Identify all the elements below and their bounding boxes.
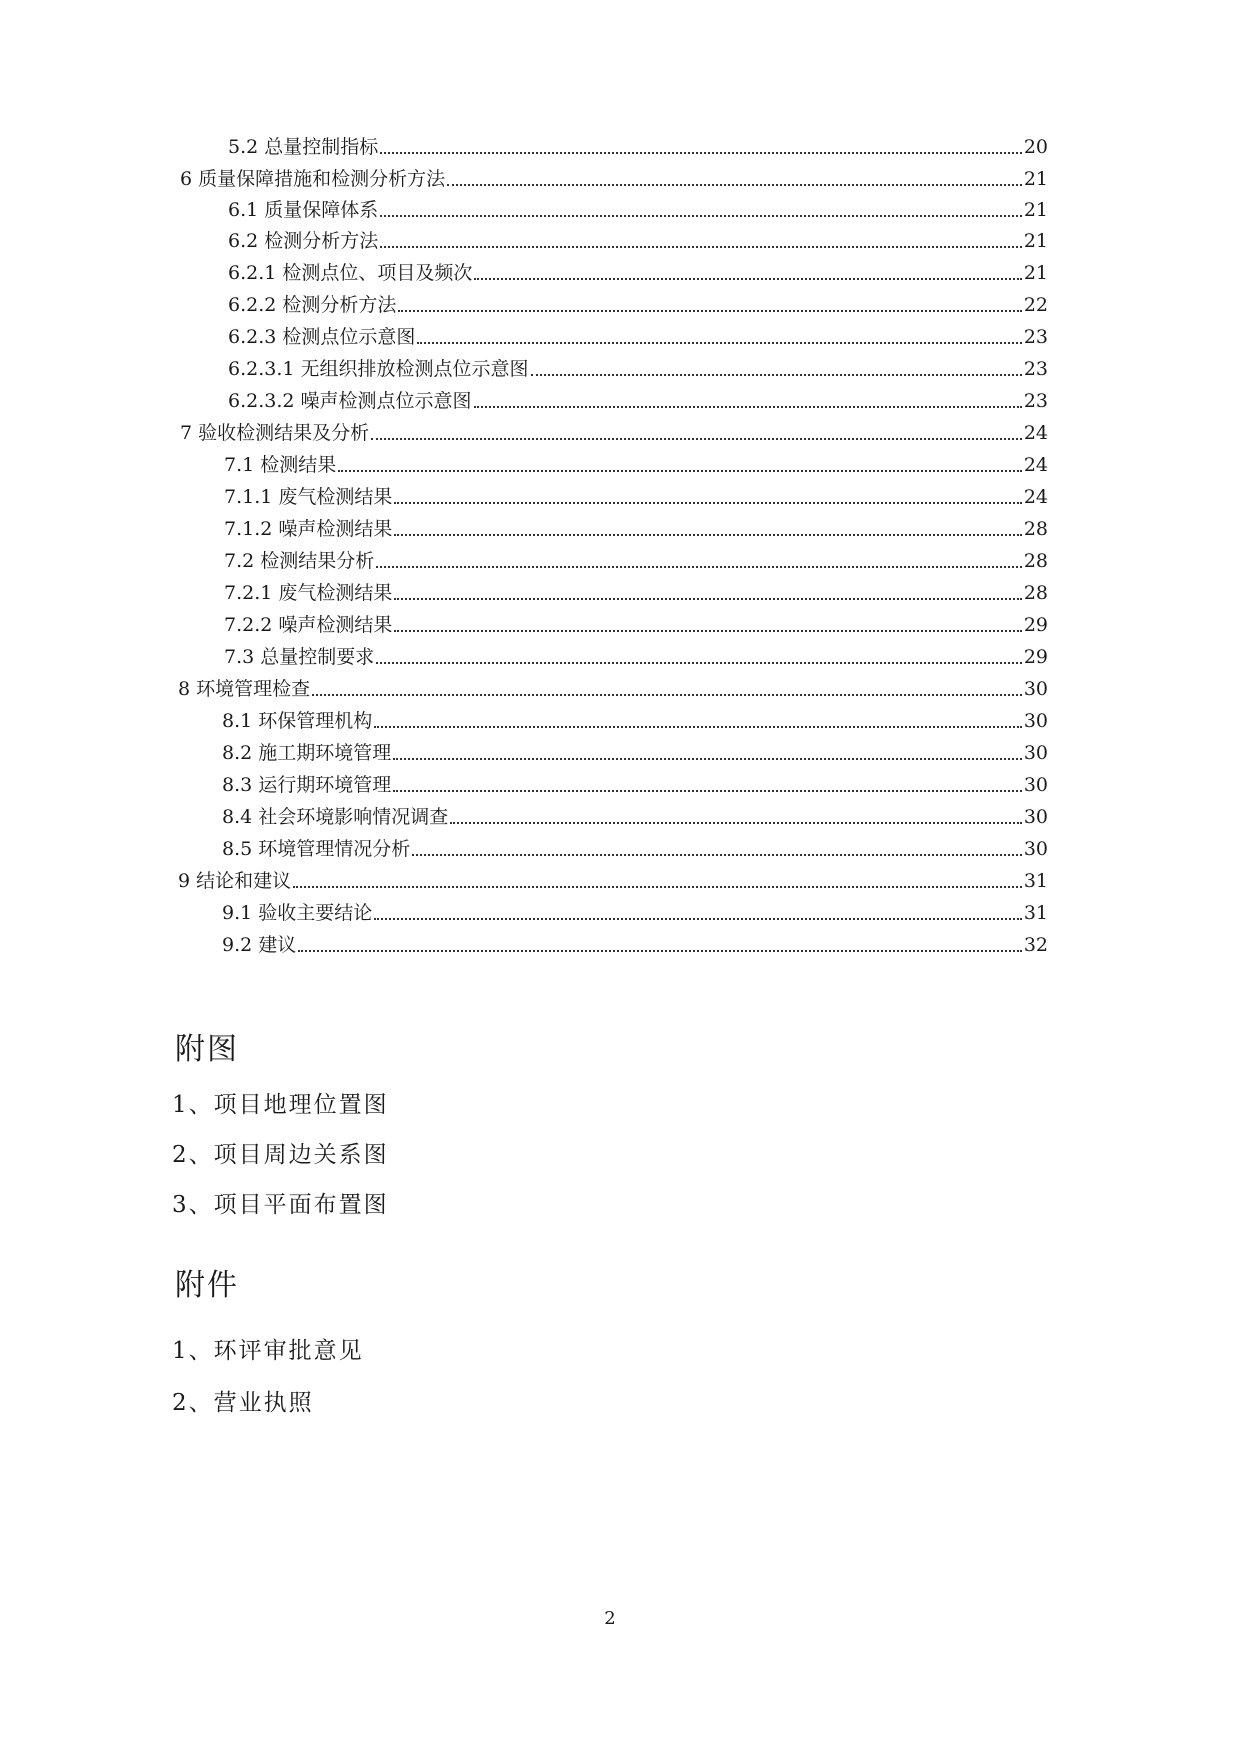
toc-entry-page: 23 bbox=[1023, 358, 1048, 380]
toc-entry-page: 31 bbox=[1023, 870, 1048, 892]
dot-leader bbox=[531, 373, 1022, 376]
toc-entry bbox=[228, 382, 1048, 412]
toc-entry-label: 6.1 质量保障体系 bbox=[228, 199, 379, 221]
toc-entry-page: 21 bbox=[1023, 168, 1048, 190]
toc-entry-label: 6.2 检测分析方法 bbox=[228, 230, 379, 252]
toc-entry-label: 7.2.2 噪声检测结果 bbox=[224, 614, 393, 636]
toc-entry-page: 28 bbox=[1023, 582, 1048, 604]
toc-entry-label: 6 质量保障措施和检测分析方法 bbox=[180, 168, 446, 190]
dot-leader bbox=[474, 405, 1022, 408]
figure-item: 2、项目周边关系图 bbox=[172, 1142, 389, 1168]
dot-leader bbox=[380, 245, 1022, 248]
attachments-heading: 附件 bbox=[175, 1268, 239, 1303]
toc-entry-label: 5.2 总量控制指标 bbox=[228, 136, 379, 158]
toc-entry-label: 7.1 检测结果 bbox=[224, 454, 337, 476]
toc-entry-page: 23 bbox=[1023, 390, 1048, 412]
toc-entry-page: 22 bbox=[1023, 294, 1048, 316]
toc-entry bbox=[228, 222, 1048, 252]
dot-leader bbox=[380, 214, 1022, 217]
toc-entry-page: 24 bbox=[1023, 422, 1048, 444]
toc-entry bbox=[224, 542, 1048, 572]
figures-heading: 附图 bbox=[175, 1032, 239, 1067]
toc-entry-label: 7 验收检测结果及分析 bbox=[180, 422, 370, 444]
toc-entry-label: 8.5 环境管理情况分析 bbox=[222, 838, 411, 860]
toc-entry-page: 23 bbox=[1023, 326, 1048, 348]
dot-leader bbox=[374, 917, 1022, 920]
toc-entry-page: 28 bbox=[1023, 550, 1048, 572]
toc-entry-page: 30 bbox=[1023, 678, 1048, 700]
toc-entry bbox=[222, 798, 1048, 828]
toc-entry bbox=[224, 510, 1048, 540]
dot-leader bbox=[412, 853, 1022, 856]
dot-leader bbox=[394, 533, 1021, 536]
toc-entry-label: 7.2.1 废气检测结果 bbox=[224, 582, 393, 604]
toc-entry-page: 29 bbox=[1023, 646, 1048, 668]
toc-entry bbox=[224, 446, 1048, 476]
toc-entry-page: 24 bbox=[1023, 454, 1048, 476]
dot-leader bbox=[393, 789, 1022, 792]
dot-leader bbox=[298, 949, 1022, 952]
toc-entry bbox=[228, 286, 1048, 316]
toc-entry-label: 6.2.3.1 无组织排放检测点位示意图 bbox=[228, 358, 529, 380]
toc-entry bbox=[222, 734, 1048, 764]
toc-entry bbox=[228, 350, 1048, 380]
toc-entry-page: 31 bbox=[1023, 902, 1048, 924]
toc-entry-page: 30 bbox=[1023, 774, 1048, 796]
toc-entry bbox=[224, 638, 1048, 668]
toc-entry bbox=[228, 128, 1048, 158]
toc-entry bbox=[228, 318, 1048, 348]
toc-entry bbox=[178, 862, 1048, 892]
toc-entry-label: 6.2.1 检测点位、项目及频次 bbox=[228, 262, 473, 284]
toc-entry-label: 7.1.2 噪声检测结果 bbox=[224, 518, 393, 540]
toc-entry-page: 29 bbox=[1023, 614, 1048, 636]
dot-leader bbox=[376, 661, 1022, 664]
toc-entry-label: 6.2.2 检测分析方法 bbox=[228, 294, 397, 316]
toc-entry-page: 21 bbox=[1023, 262, 1048, 284]
toc-entry-label: 7.1.1 废气检测结果 bbox=[224, 486, 393, 508]
toc-entry-page: 21 bbox=[1023, 230, 1048, 252]
toc-entry-page: 32 bbox=[1023, 934, 1048, 956]
toc-entry bbox=[222, 894, 1048, 924]
toc-entry bbox=[180, 160, 1048, 190]
toc-entry-label: 9.2 建议 bbox=[222, 934, 297, 956]
toc-entry-label: 8.2 施工期环境管理 bbox=[222, 742, 392, 764]
toc-entry bbox=[224, 478, 1048, 508]
toc-entry bbox=[228, 191, 1048, 221]
toc-entry bbox=[222, 766, 1048, 796]
toc-entry-label: 8 环境管理检查 bbox=[178, 678, 311, 700]
toc-entry bbox=[222, 830, 1048, 860]
dot-leader bbox=[293, 885, 1022, 888]
toc-entry bbox=[228, 254, 1048, 284]
page-number: 2 bbox=[604, 1608, 616, 1629]
toc-entry-page: 30 bbox=[1023, 838, 1048, 860]
dot-leader bbox=[474, 277, 1021, 280]
toc-entry-label: 7.2 检测结果分析 bbox=[224, 550, 375, 572]
dot-leader bbox=[380, 151, 1022, 154]
dot-leader bbox=[338, 469, 1022, 472]
toc-entry-label: 8.1 环保管理机构 bbox=[222, 710, 373, 732]
toc-entry bbox=[222, 702, 1048, 732]
figure-item: 3、项目平面布置图 bbox=[172, 1192, 389, 1218]
dot-leader bbox=[374, 725, 1022, 728]
toc-entry-page: 30 bbox=[1023, 742, 1048, 764]
toc-entry-label: 9.1 验收主要结论 bbox=[222, 902, 373, 924]
toc-entry bbox=[224, 574, 1048, 604]
dot-leader bbox=[394, 629, 1021, 632]
dot-leader bbox=[371, 437, 1022, 440]
toc-entry-label: 6.2.3 检测点位示意图 bbox=[228, 326, 416, 348]
dot-leader bbox=[394, 501, 1021, 504]
toc-entry bbox=[178, 670, 1048, 700]
toc-entry-label: 9 结论和建议 bbox=[178, 870, 292, 892]
toc-entry-page: 24 bbox=[1023, 486, 1048, 508]
toc-entry-page: 30 bbox=[1023, 710, 1048, 732]
dot-leader bbox=[312, 693, 1022, 696]
attachment-item: 1、环评审批意见 bbox=[172, 1338, 364, 1364]
toc-entry-label: 8.3 运行期环境管理 bbox=[222, 774, 392, 796]
toc-entry bbox=[224, 606, 1048, 636]
toc-entry-label: 6.2.3.2 噪声检测点位示意图 bbox=[228, 390, 472, 412]
figure-item: 1、项目地理位置图 bbox=[172, 1092, 389, 1118]
dot-leader bbox=[398, 309, 1021, 312]
dot-leader bbox=[394, 597, 1021, 600]
toc-entry-page: 21 bbox=[1023, 199, 1048, 221]
dot-leader bbox=[450, 821, 1022, 824]
dot-leader bbox=[417, 341, 1021, 344]
toc-entry-page: 20 bbox=[1023, 136, 1048, 158]
dot-leader bbox=[393, 757, 1022, 760]
toc-entry-page: 28 bbox=[1023, 518, 1048, 540]
toc-entry bbox=[222, 926, 1048, 956]
toc-entry-label: 7.3 总量控制要求 bbox=[224, 646, 375, 668]
toc-entry-label: 8.4 社会环境影响情况调查 bbox=[222, 806, 449, 828]
attachment-item: 2、营业执照 bbox=[172, 1390, 314, 1416]
dot-leader bbox=[376, 565, 1022, 568]
dot-leader bbox=[447, 183, 1022, 186]
toc-entry bbox=[180, 414, 1048, 444]
toc-entry-page: 30 bbox=[1023, 806, 1048, 828]
